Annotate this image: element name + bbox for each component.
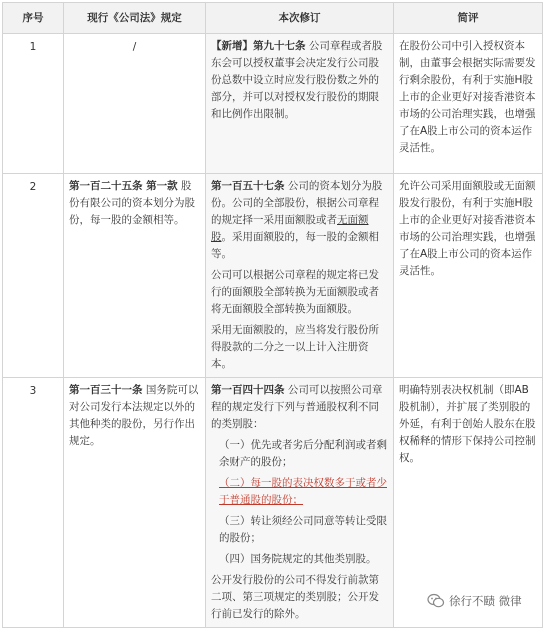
header-revision: 本次修订: [206, 3, 394, 34]
current-law-cell: [64, 378, 206, 628]
revision-text: 公司可以按照公司章程的规定发行下列与普通股权利不同的类别股：: [211, 384, 383, 430]
row-num: 3: [3, 378, 64, 628]
comment-cell: 在股份公司中引入授权资本制，由董事会根据实际需要发行剩余股份，有利于实施H股上市的企业更好对接香港资本市场的公司治理实践，也增强了在A股上市公司的资本运作灵活性。: [394, 34, 543, 174]
table-row: [3, 34, 543, 174]
watermark: [423, 590, 526, 612]
table-header-row: [3, 3, 543, 34]
revision-cell: [206, 378, 394, 628]
article-number: 第一百五十七条: [211, 180, 285, 192]
header-current-law: 现行《公司法》规定: [64, 3, 206, 34]
article-number: 第一百四十四条: [211, 384, 285, 396]
current-law-text: 国务院可以对公司发行本法规定以外的其他种类的股份，另行作出规定。: [69, 384, 199, 447]
revision-text: 公司章程或者股东会可以授权董事会决定发行公司股份总数中设立时应发行股份数之外的部分，并可以对授权发行股份的期限和比例作出限制。: [211, 40, 383, 120]
revision-text: 公司的资本划分为股份。公司的全部股份，根据公司章程的规定择一采用面额股或者: [211, 180, 383, 226]
revision-paragraph: 公开发行股份的公司不得发行前款第二项、第三项规定的类别股；公开发行前已发行的除外。: [211, 574, 379, 620]
revision-paragraph: 公司可以根据公司章程的规定将已发行的面额股全部转换为无面额股或者将无面额股全部转换为面额股。: [211, 269, 379, 315]
article-number: 第九十七条: [253, 40, 306, 52]
row-num: 1: [3, 34, 64, 174]
current-law-cell: [64, 174, 206, 378]
current-law-text: 股份有限公司的资本划分为股份，每一股的金额相等。: [69, 180, 195, 226]
comment-cell: 明确特别表决权机制（即AB股机制），并扩展了类别股的外延，有利于创始人股东在股权稀释的情形下保持公司控制权。: [394, 378, 543, 628]
revision-item: （三）转让须经公司同意等转让受限的股份；: [219, 515, 387, 544]
underlined-term: 无面额股: [211, 214, 369, 243]
current-law-cell: /: [64, 34, 206, 174]
wechat-icon: [427, 593, 445, 609]
table-row: [3, 174, 543, 378]
article-number: 第一百三十一条: [69, 384, 143, 396]
article-number: 第一百二十五条 第一款: [69, 180, 178, 192]
header-num: 序号: [3, 3, 64, 34]
revision-item: （一）优先或者劣后分配利润或者剩余财产的股份；: [219, 439, 387, 468]
revision-text: 。采用面额股的，每一股的金额相等。: [211, 231, 379, 260]
row-num: 2: [3, 174, 64, 378]
new-tag: 【新增】: [211, 40, 253, 52]
revision-paragraph: 采用无面额股的，应当将发行股份所得股款的二分之一以上计入注册资本。: [211, 324, 379, 370]
comment-cell: 允许公司采用面额股或无面额股发行股份，有利于实施H股上市的企业更好对接香港资本市场的公司治理实践，也增强了在A股上市公司的资本运作灵活性。: [394, 174, 543, 378]
revision-cell: [206, 174, 394, 378]
revision-item-highlighted: （二）每一股的表决权数多于或者少于普通股的股份；: [219, 477, 387, 506]
header-comment: 简评: [394, 3, 543, 34]
revision-item: （四）国务院规定的其他类别股。: [219, 553, 377, 565]
revision-cell: [206, 34, 394, 174]
watermark-text: 徐行不赜 微律: [449, 593, 522, 608]
revision-comparison-table: [2, 2, 543, 628]
